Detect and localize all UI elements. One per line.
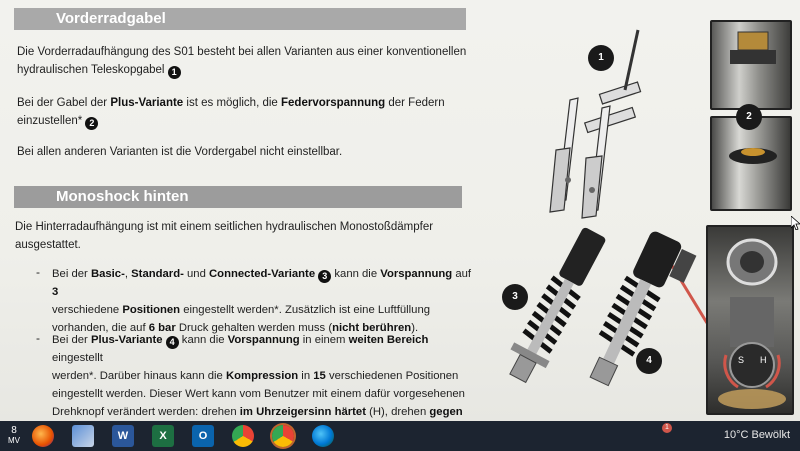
figure-label-3: 3 [502, 284, 528, 310]
text-run: verschiedene [52, 304, 123, 316]
figure-label-1: 1 [588, 45, 614, 71]
text-bold: Vorspannung [227, 334, 300, 346]
paragraph [17, 43, 467, 79]
text-bold: Plus-Variante [110, 97, 184, 109]
text-bold: Federvorspannung [281, 97, 386, 109]
text-run: Bei der [52, 268, 91, 280]
section-header-monoshock [14, 186, 462, 208]
text-run: Bei der Gabel der [17, 97, 111, 109]
adjuster-nut-drawing [712, 22, 792, 110]
text-bold: Plus-Variante [90, 334, 163, 346]
figure-label-4: 4 [636, 348, 662, 374]
excel-icon[interactable]: X [152, 425, 174, 447]
text-bold: gegen [429, 406, 463, 418]
photos-icon[interactable] [72, 425, 94, 447]
text-bold: nicht berühren [332, 322, 412, 334]
text-run: ist es möglich, die [183, 97, 282, 109]
text-bold: im Uhrzeigersinn härtet [239, 406, 366, 418]
rear-shock-plus-illustration [555, 228, 715, 398]
bullet-item [52, 265, 472, 337]
taskbar-weather-widget[interactable] [2, 425, 26, 447]
compression-knob-photo [706, 225, 794, 415]
firefox-icon[interactable] [32, 425, 54, 447]
taskbar [0, 421, 800, 451]
edge-icon[interactable] [312, 425, 334, 447]
notification-badge: 1 [662, 423, 672, 433]
section-title: Monoshock hinten [56, 188, 189, 205]
text-bold: Positionen [122, 304, 181, 316]
text-run: vorhanden, die auf [52, 322, 149, 334]
text-bold: Kompression [225, 370, 299, 382]
text-line [52, 265, 472, 301]
knob-label-h: H [760, 355, 767, 365]
paragraph [15, 218, 465, 254]
section-title: Vorderradgabel [56, 10, 166, 27]
callout-badge: 3 [318, 270, 331, 283]
text-line: eingestellt werden. Dieser Wert kann vom Benutzer mit einem dafür vorgesehenen [52, 388, 465, 400]
text-line: Die Hinterradaufhängung ist mit einem seitlichen hydraulischen Monostoßdämpfer [15, 221, 434, 233]
callout-badge: 4 [166, 336, 179, 349]
text-bold: 6 bar [148, 322, 176, 334]
text-line [52, 403, 472, 421]
mouse-cursor-icon [791, 216, 800, 230]
text-line [17, 61, 467, 79]
text-line [52, 301, 472, 319]
section-header-front-fork [14, 8, 466, 30]
text-bold: Connected-Variante [209, 268, 316, 280]
text-run: der Federn [385, 97, 445, 109]
text-run: in einem [299, 334, 349, 346]
text-line [17, 112, 467, 130]
text-run: auf [452, 268, 472, 280]
bullet-item [52, 331, 472, 421]
tray-weather-text[interactable]: 10°C Bewölkt [723, 429, 790, 441]
text-bold: 3 [52, 286, 59, 298]
weather-label: MV [8, 436, 20, 445]
text-run: in [298, 370, 314, 382]
callout-badge: 1 [168, 66, 181, 79]
text-run: (H), drehen [365, 406, 430, 418]
text-run: Drehknopf verändert werden: drehen [52, 406, 240, 418]
text-line: Die Vorderradaufhängung des S01 besteht bei allen Varianten aus einer konventionellen [17, 46, 467, 58]
text-run: werden*. Darüber hinaus kann die [52, 370, 226, 382]
text-run: , [124, 268, 132, 280]
weather-temp: 8 [11, 425, 17, 436]
text-run: eingestellt werden*. Zusätzlich ist eine Luftfüllung [180, 304, 431, 316]
paragraph [17, 94, 467, 130]
text-run: Druck gehalten werden muss ( [175, 322, 333, 334]
text-line [17, 94, 467, 112]
text-line: ausgestattet. [15, 239, 81, 251]
fork-adjuster-photo-bottom [710, 116, 792, 211]
text-run: eingestellt [52, 352, 103, 364]
bullet-dash: - [36, 265, 40, 279]
callout-badge: 2 [85, 117, 98, 130]
figure-label-2: 2 [736, 104, 762, 130]
paragraph [17, 143, 467, 161]
bullet-dash: - [36, 331, 40, 345]
text-run: hydraulischen Teleskopgabel [17, 64, 165, 76]
text-run: ). [411, 322, 419, 334]
chrome-icon[interactable] [232, 425, 254, 447]
text-run: einzustellen* [17, 115, 83, 127]
adjuster-knob-drawing [712, 118, 792, 211]
word-icon[interactable]: W [112, 425, 134, 447]
text-bold: Standard- [131, 268, 184, 280]
text-bold: weiten Bereich [348, 334, 429, 346]
text-run: kann die [178, 334, 228, 346]
text-line: Bei allen anderen Varianten ist die Vordergabel nicht einstellbar. [17, 146, 343, 158]
text-line [52, 331, 472, 367]
knob-label-s: S [738, 355, 745, 365]
text-bold: 15 [313, 370, 326, 382]
text-bold: Vorspannung [380, 268, 453, 280]
text-bold: Basic- [90, 268, 125, 280]
text-run: Bei der [52, 334, 91, 346]
text-run: kann die [331, 268, 381, 280]
compression-knob-drawing [708, 227, 794, 415]
outlook-icon[interactable]: O [192, 425, 214, 447]
text-run: und [183, 268, 210, 280]
fork-adjuster-photo-top [710, 20, 792, 110]
text-run: verschiedenen Positionen [325, 370, 459, 382]
text-line [52, 367, 472, 385]
chrome-profile-icon[interactable] [272, 425, 294, 447]
